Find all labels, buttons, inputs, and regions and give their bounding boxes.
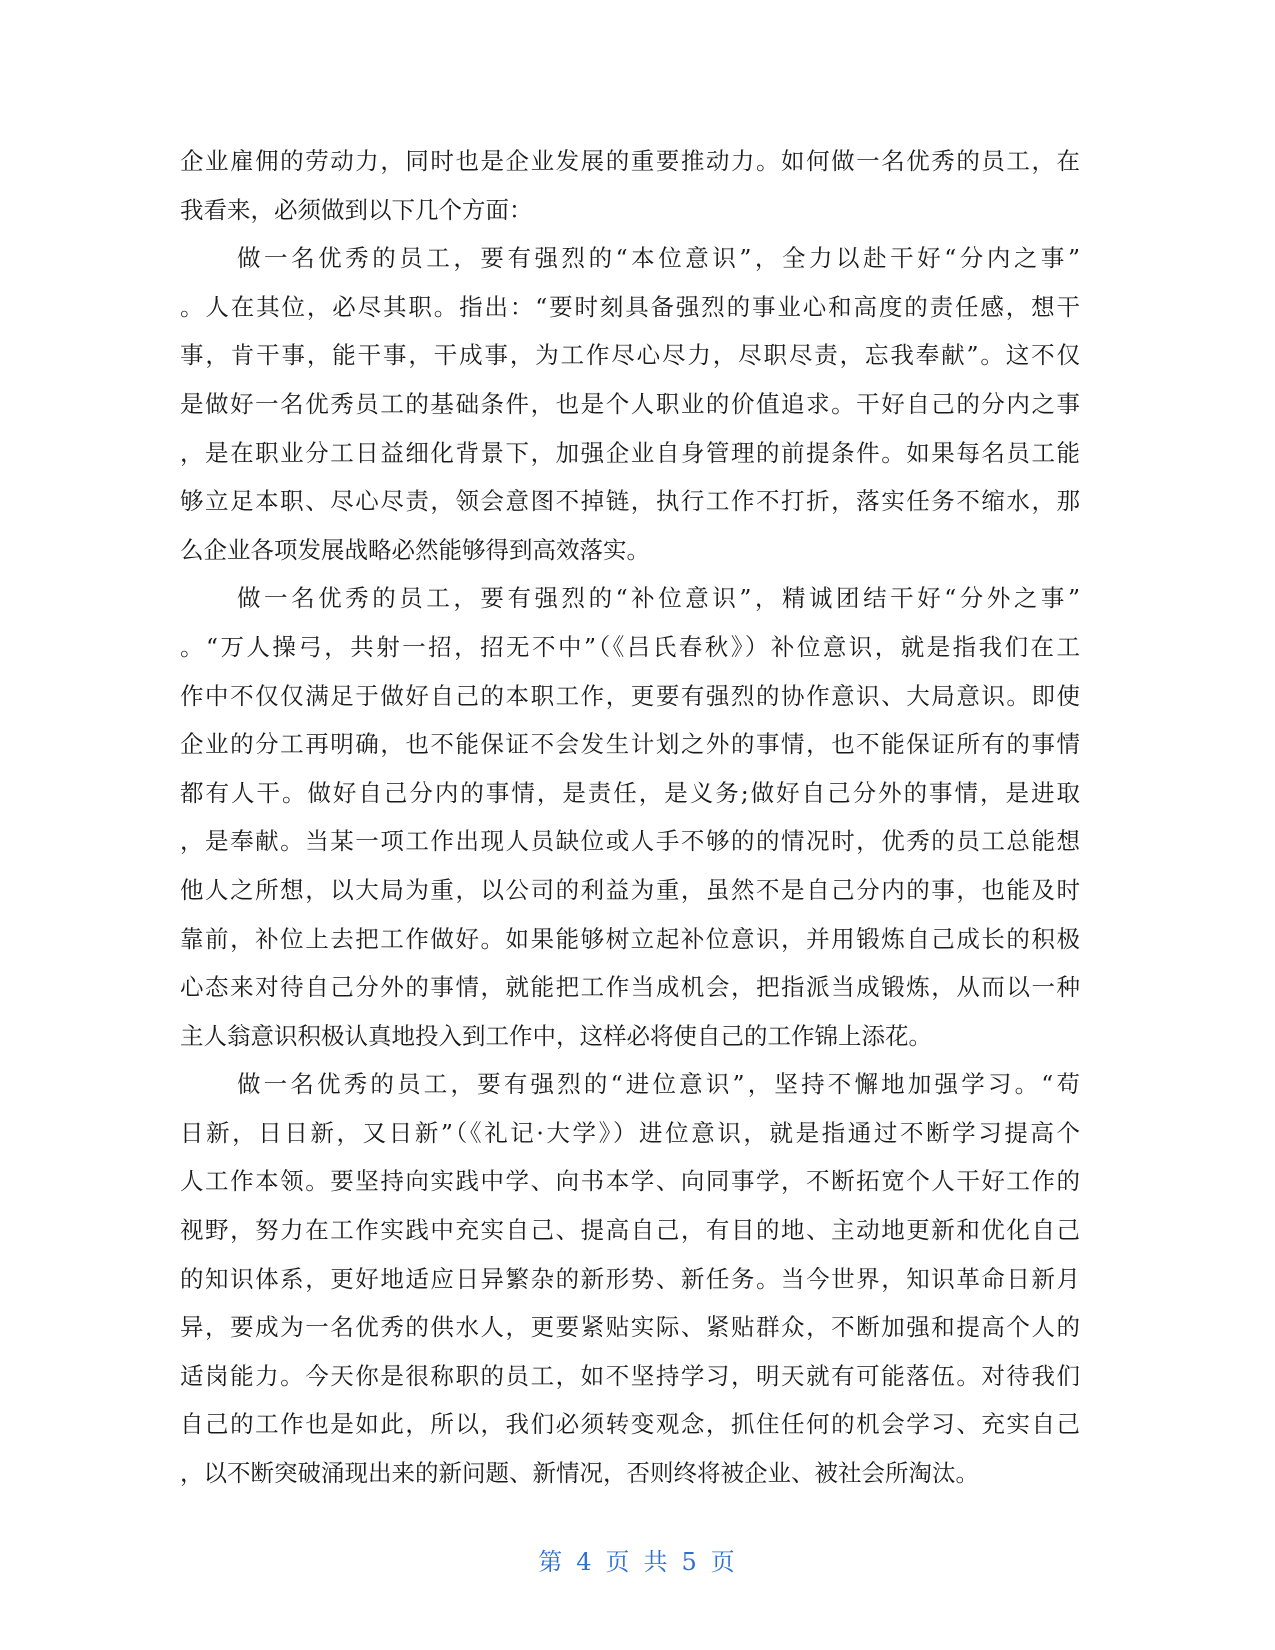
footer-gong: 共 [643, 1548, 670, 1576]
paragraph-first-line: 做一名优秀的员工，要有强烈的“进位意识”，坚持不懈地加强学习。“苟 [237, 1070, 1080, 1099]
text-line: 自己的工作也是如此，所以，我们必须转变观念，抓住任何的机会学习、充实自己 [180, 1410, 1080, 1439]
document-body [180, 137, 1080, 1498]
text-line: 够立足本职、尽心尽责，领会意图不掉链，执行工作不打折，落实任务不缩水，那 [180, 487, 1080, 516]
text-line: 。人在其位，必尽其职。指出：“要时刻具备强烈的事业心和高度的责任感，想干 [180, 292, 1080, 321]
text-line: 作中不仅仅满足于做好自己的本职工作，更要有强烈的协作意识、大局意识。即使 [180, 681, 1080, 710]
text-line: 企业的分工再明确，也不能保证不会发生计划之外的事情，也不能保证所有的事情 [180, 730, 1080, 759]
text-line: 适岗能力。今天你是很称职的员工，如不坚持学习，明天就有可能落伍。对待我们 [180, 1361, 1080, 1390]
text-line: 么企业各项发展战略必然能够得到高效落实。 [180, 535, 650, 564]
text-line: 日新，日日新，又日新”（《礼记·大学》）进位意识，就是指通过不断学习提高个 [180, 1118, 1080, 1147]
text-line: ，以不断突破涌现出来的新问题、新情况，否则终将被企业、被社会所淘汰。 [180, 1459, 979, 1488]
page-footer [0, 1542, 1275, 1577]
text-line: 都有人干。做好自己分内的事情，是责任，是义务;做好自己分外的事情，是进取 [180, 778, 1080, 807]
text-line: 的知识体系，更好地适应日异繁杂的新形势、新任务。当今世界，知识革命日新月 [180, 1264, 1080, 1293]
text-line: ，是在职业分工日益细化背景下，加强企业自身管理的前提条件。如果每名员工能 [180, 438, 1080, 467]
text-line: 是做好一名优秀员工的基础条件，也是个人职业的价值追求。干好自己的分内之事 [180, 389, 1080, 418]
text-line: 事，肯干事，能干事，干成事，为工作尽心尽力，尽职尽责，忘我奉献”。这不仅 [180, 341, 1080, 370]
footer-di: 第 [538, 1548, 565, 1576]
text-line: 。“万人操弓，共射一招，招无不中”（《吕氏春秋》）补位意识，就是指我们在工 [180, 632, 1080, 661]
text-line: 靠前，补位上去把工作做好。如果能够树立起补位意识，并用锻炼自己成长的积极 [180, 924, 1080, 953]
total-pages-number: 5 [681, 1548, 699, 1576]
footer-ye: 页 [605, 1548, 632, 1576]
paragraph-first-line: 做一名优秀的员工，要有强烈的“补位意识”，精诚团结干好“分外之事” [237, 584, 1080, 613]
current-page-number: 4 [576, 1548, 594, 1576]
footer-ye: 页 [710, 1548, 737, 1576]
text-line: 人工作本领。要坚持向实践中学、向书本学、向同事学，不断拓宽个人干好工作的 [180, 1167, 1080, 1196]
text-line: 主人翁意识积极认真地投入到工作中，这样必将使自己的工作锦上添花。 [180, 1021, 932, 1050]
text-line: 他人之所想，以大局为重，以公司的利益为重，虽然不是自己分内的事，也能及时 [180, 875, 1080, 904]
text-line: 视野，努力在工作实践中充实自己、提高自己，有目的地、主动地更新和优化自己 [180, 1216, 1080, 1245]
text-line: ，是奉献。当某一项工作出现人员缺位或人手不够的的情况时，优秀的员工总能想 [180, 827, 1080, 856]
text-line: 企业雇佣的劳动力，同时也是企业发展的重要推动力。如何做一名优秀的员工，在 [180, 147, 1080, 175]
text-line: 我看来，必须做到以下几个方面： [180, 195, 533, 224]
text-line: 心态来对待自己分外的事情，就能把工作当成机会，把指派当成锻炼，从而以一种 [180, 973, 1080, 1002]
paragraph-first-line: 做一名优秀的员工，要有强烈的“本位意识”，全力以赴干好“分内之事” [237, 244, 1080, 273]
text-line: 异，要成为一名优秀的供水人，更要紧贴实际、紧贴群众，不断加强和提高个人的 [180, 1313, 1080, 1342]
